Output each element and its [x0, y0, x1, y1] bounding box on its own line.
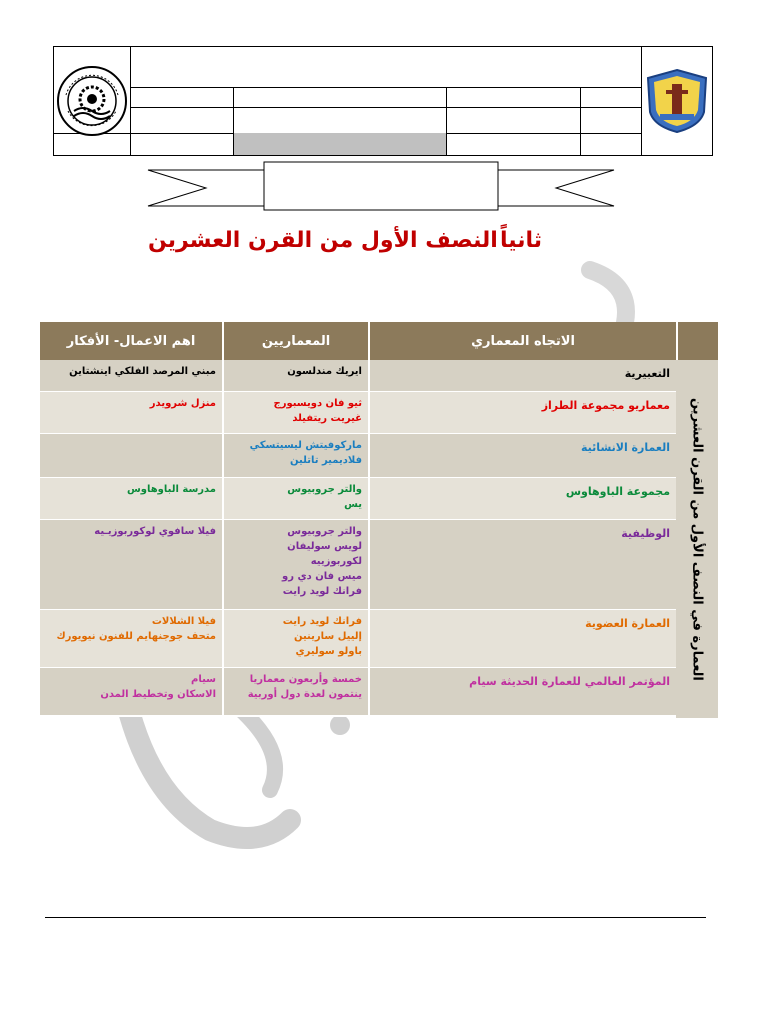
cell-line: فلاديمير تاتلين [290, 455, 362, 466]
table-row [40, 668, 676, 716]
cell-line: ثيو فان دويسبورج [273, 398, 362, 409]
header-movement-label: الاتجاه المعماري [471, 333, 575, 349]
cell-line: منزل شرويدر [149, 398, 216, 409]
cell-architects [224, 668, 368, 716]
header-divider [580, 87, 581, 155]
cell-line: يس [344, 499, 362, 510]
university-logo [642, 47, 712, 155]
header-architects [224, 322, 368, 360]
table-row [40, 610, 676, 668]
header-corner [678, 322, 718, 360]
cell-line: ماركوفيتش ليسيتسكي [249, 440, 362, 451]
architecture-table [40, 322, 718, 718]
column-separator [222, 434, 224, 478]
cell-line: متحف جوجنهايم للفنون نيويورك [56, 631, 216, 642]
cell-line: خمسة وأربعون معماريا [249, 674, 362, 685]
footer-rule [45, 917, 706, 918]
cell-works [40, 610, 222, 668]
header-movement [370, 322, 676, 360]
cell-movement [370, 610, 676, 668]
cell-works [40, 668, 222, 716]
cell-architects [224, 520, 368, 610]
section-number: ثانياً [500, 228, 543, 253]
column-separator [222, 478, 224, 520]
table-row [40, 478, 676, 520]
cell-line: غيريت ريتفيلد [292, 413, 362, 424]
cell-line: الوظيفية [621, 527, 670, 540]
cell-works [40, 360, 222, 392]
column-separator [368, 360, 370, 392]
faculty-logo [54, 47, 130, 155]
cell-works [40, 520, 222, 610]
cell-line: ميس فان دي رو [282, 571, 362, 582]
column-separator [368, 610, 370, 668]
cell-line: مجموعة الباوهاوس [565, 485, 670, 498]
cell-line: ايريك مندلسون [287, 366, 362, 377]
cell-architects [224, 434, 368, 478]
cell-line: باولو سوليري [295, 646, 362, 657]
column-separator [222, 520, 224, 610]
cell-line: مبني المرصد الفلكي اينشتاين [69, 366, 216, 377]
cell-architects [224, 610, 368, 668]
cell-works [40, 434, 222, 478]
header-works-label: اهم الاعمال- الأفكار [66, 333, 196, 349]
cell-line: لكوربوزييه [310, 556, 362, 567]
header-divider [130, 47, 131, 155]
row-separator [40, 715, 676, 717]
column-separator [222, 668, 224, 716]
column-separator [368, 668, 370, 716]
cell-line: التعبيرية [624, 367, 670, 380]
table-row [40, 392, 676, 434]
cell-movement [370, 392, 676, 434]
column-separator [368, 478, 370, 520]
cell-line: فرانك لويد رايت [282, 586, 362, 597]
cell-line: فرانك لويد رايت [282, 616, 362, 627]
column-separator [222, 360, 224, 392]
column-separator [368, 434, 370, 478]
cell-line: مدرسة الباوهاوس [126, 484, 216, 495]
cell-architects [224, 392, 368, 434]
column-separator [368, 392, 370, 434]
cell-line: المؤتمر العالمي للعمارة الحديثة سيام [469, 675, 670, 688]
cell-works [40, 392, 222, 434]
side-label-cell [676, 360, 718, 718]
header-architects-label: المعماريين [261, 333, 331, 349]
cell-line: الاسكان وتخطيط المدن [100, 689, 216, 700]
table-row [40, 360, 676, 392]
cell-line: والتر جروبيوس [287, 484, 362, 495]
column-separator [368, 520, 370, 610]
page-title: النصف الأول من القرن العشرين [148, 228, 498, 253]
cell-line: إلييل سارينين [293, 631, 362, 642]
header-divider [130, 87, 641, 88]
cell-line: العمارة الانشائية [581, 441, 670, 454]
cell-line: ينتمون لعدة دول أوربية [247, 689, 362, 700]
column-separator [222, 610, 224, 668]
cell-line: لويس سوليفان [287, 541, 362, 552]
table-row [40, 520, 676, 610]
cell-movement [370, 360, 676, 392]
cell-line: سيام [191, 674, 216, 685]
header-grey-cell [234, 133, 446, 155]
header-works [40, 322, 222, 360]
header-divider [130, 107, 641, 108]
cell-line: والتر جروبيوس [287, 526, 362, 537]
title-banner [146, 160, 616, 216]
cell-line: العمارة العضوية [585, 617, 670, 630]
cell-works [40, 478, 222, 520]
cell-movement [370, 668, 676, 716]
cell-architects [224, 360, 368, 392]
header-divider [446, 87, 447, 155]
cell-line: فيلا سافوي لوكوربوزيـيه [94, 526, 216, 537]
cell-architects [224, 478, 368, 520]
cell-line: معماريو مجموعة الطراز [541, 399, 670, 412]
cell-movement [370, 434, 676, 478]
table-row [40, 434, 676, 478]
cell-movement [370, 478, 676, 520]
side-label: العمارة في النصف الأول من القرن العشرين [689, 397, 705, 681]
cell-movement [370, 520, 676, 610]
cell-line: فيلا الشلالات [151, 616, 216, 627]
column-separator [222, 392, 224, 434]
